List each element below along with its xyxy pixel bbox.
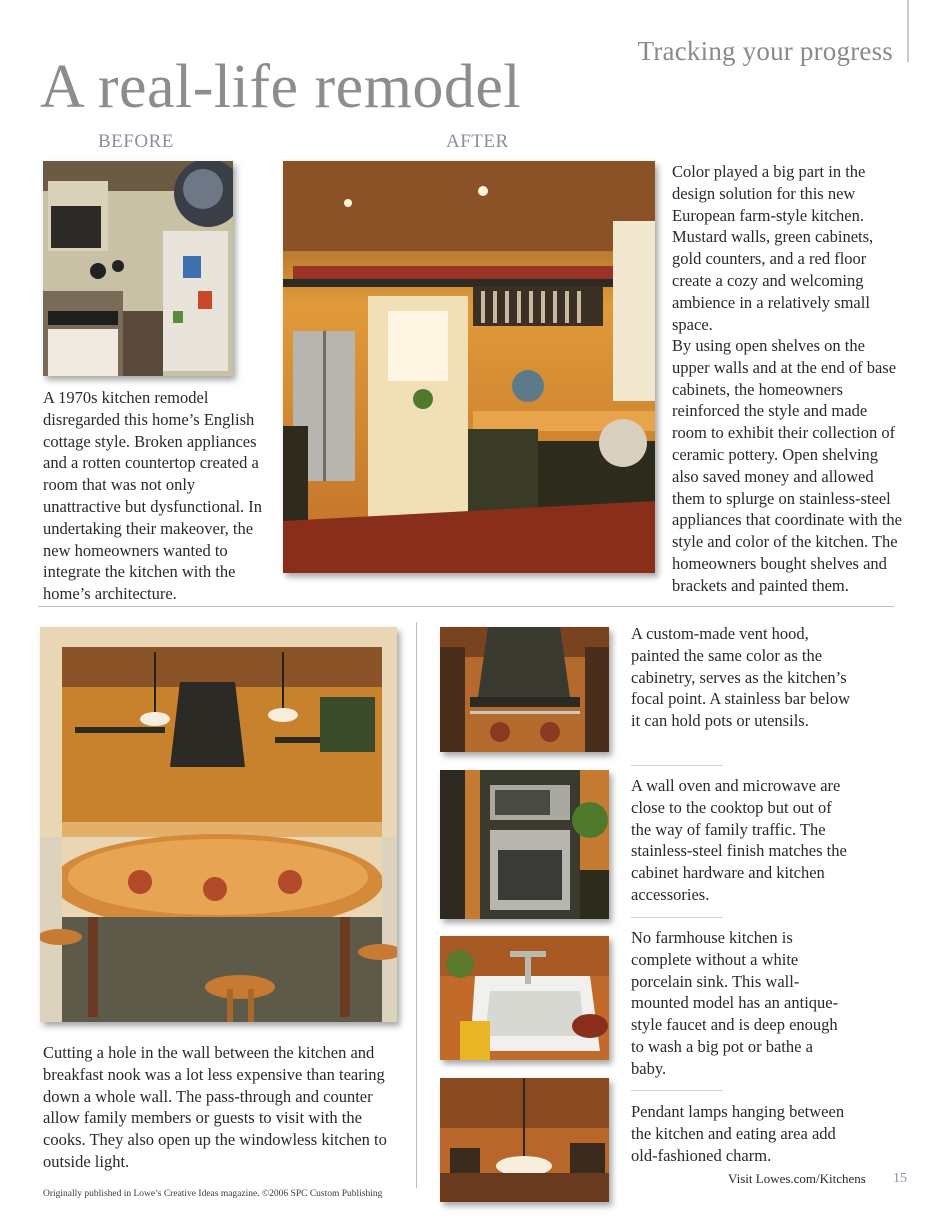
vent-hood-photo xyxy=(440,627,609,752)
before-photo xyxy=(43,161,233,376)
porcelain-sink-photo xyxy=(440,936,609,1060)
wall-oven-photo xyxy=(440,770,609,919)
before-description: A 1970s kitchen remodel disregarded this home’s English cottage style. Broken appliances and a rotten countertop created a room that was not only unattractive but dysfunctional. In undertaking their makeover, the new homeowners wanted to integrate the kitchen with the home’s architecture. xyxy=(43,388,263,604)
pass-through-photo xyxy=(40,627,397,1022)
feature-divider-1 xyxy=(631,765,723,766)
header-rule xyxy=(907,0,909,62)
pass-through-description: Cutting a hole in the wall between the kitchen and breakfast nook was a lot less expensive than tearing down a whole wall. The pass-through and counter allow family members or guests to visit with the cooks. They also open up the windowless kitchen to outside light. xyxy=(43,1043,387,1171)
feature-pendant-lamps-text: Pendant lamps hanging between the kitchen and eating area add old-fashioned charm. xyxy=(631,1102,845,1165)
pendant-lamp-photo xyxy=(440,1078,609,1202)
section-kicker: Tracking your progress xyxy=(637,36,893,66)
after-photo xyxy=(283,161,655,573)
publication-credit: Originally published in Lowe’s Creative Ideas magazine. ©2006 SPC Custom Publishing xyxy=(43,1189,383,1199)
feature-porcelain-sink-text: No farmhouse kitchen is complete without a white porcelain sink. This wall-mounted model has an antique-style faucet and is deep enough to wash a big pot or bathe a baby. xyxy=(631,928,839,1078)
after-description-p2: By using open shelves on the upper walls and at the end of base cabinets, the homeowners reinforced the style and made room to exhibit their collection of ceramic pottery. Open shelving also saved money and allowed them to splurge on stainless-steel appliances that coordinate with the style and color of the kitchen. The homeowners bought shelves and brackets and painted them. xyxy=(672,336,903,595)
website-link[interactable]: Visit Lowes.com/Kitchens xyxy=(728,1171,866,1186)
section-divider xyxy=(38,606,894,607)
feature-divider-3 xyxy=(631,1090,723,1091)
page-title: A real-life remodel xyxy=(40,53,522,121)
feature-wall-oven-text: A wall oven and microwave are close to the cooktop but out of the way of family traffic. The stainless-steel finish matches the cabinet hardware and kitchen accessories. xyxy=(631,776,847,904)
after-label: AFTER xyxy=(446,131,509,152)
before-label: BEFORE xyxy=(98,131,174,152)
column-divider xyxy=(416,622,417,1188)
feature-vent-hood-text: A custom-made vent hood, painted the same color as the cabinetry, serves as the kitchen’s focal point. A stainless bar below it can hold pots or utensils. xyxy=(631,624,851,731)
feature-divider-2 xyxy=(631,917,723,918)
after-description-p1: Color played a big part in the design solution for this new European farm-style kitchen. Mustard walls, green cabinets, gold counters, and a red floor create a cozy and welcoming ambience in a relatively small space. xyxy=(672,162,874,334)
page-number: 15 xyxy=(893,1171,907,1186)
